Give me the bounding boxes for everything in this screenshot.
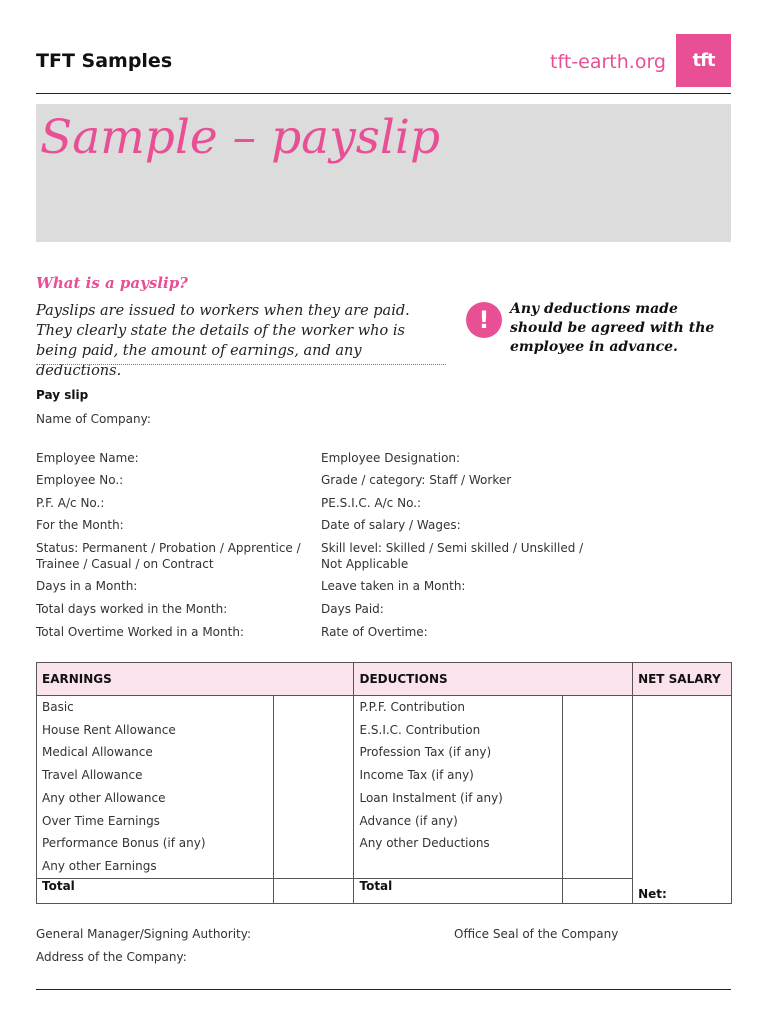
earnings-total-cell xyxy=(273,878,354,903)
deductions-item: Loan Instalment (if any) xyxy=(359,790,503,805)
earnings-item: Any other Allowance xyxy=(42,790,166,805)
intro-text: Payslips are issued to workers when they are paid. They clearly state the details of the worker who is being paid, the amount of earnings, and any deductions. xyxy=(36,303,410,379)
form-field-left: P.F. A/c No.: xyxy=(36,496,105,510)
bottom-divider xyxy=(36,989,731,990)
form-field-right: Employee Designation: xyxy=(321,451,461,465)
section-label: Pay slip xyxy=(36,388,89,402)
payslip-table xyxy=(36,662,732,904)
title-banner xyxy=(36,104,731,242)
deductions-item: Advance (if any) xyxy=(359,813,458,828)
form-field-right: Leave taken in a Month: xyxy=(321,579,466,593)
deductions-item: Income Tax (if any) xyxy=(359,768,474,783)
net-salary-cell xyxy=(633,696,732,904)
earnings-item: Over Time Earnings xyxy=(42,813,160,828)
office-seal-field: Office Seal of the Company xyxy=(454,927,619,941)
earnings-header: EARNINGS xyxy=(37,663,354,696)
earnings-item: Travel Allowance xyxy=(42,768,143,783)
net-label: Net: xyxy=(638,886,667,901)
deductions-header: DEDUCTIONS xyxy=(354,663,633,696)
form-field-left: Employee Name: xyxy=(36,451,139,465)
header-title: TFT Samples xyxy=(36,50,173,72)
alert-text: Any deductions made should be agreed with the employee in advance. xyxy=(510,301,715,355)
earnings-item: House Rent Allowance xyxy=(42,722,176,737)
form-field-right: Rate of Overtime: xyxy=(321,625,428,639)
company-address-field: Address of the Company: xyxy=(36,950,187,964)
top-divider xyxy=(36,93,731,94)
form-field-right: Grade / category: Staff / Worker xyxy=(321,473,512,487)
deductions-amount-cell xyxy=(563,696,633,879)
form-field-left: Total Overtime Worked in a Month: xyxy=(36,625,244,639)
form-field-left: Total days worked in the Month: xyxy=(36,602,228,616)
form-field-right: Date of salary / Wages: xyxy=(321,518,461,532)
deductions-item: Any other Deductions xyxy=(359,836,490,851)
table-total-row xyxy=(37,878,732,903)
company-name-field: Name of Company: xyxy=(36,412,151,426)
intro-divider xyxy=(36,364,446,365)
form-field-right: PE.S.I.C. A/c No.: xyxy=(321,496,422,510)
earnings-item: Basic xyxy=(42,700,74,714)
deductions-list xyxy=(354,696,563,879)
page-title: Sample – payslip xyxy=(40,110,441,165)
deductions-item: Profession Tax (if any) xyxy=(359,745,492,760)
earnings-total-label: Total xyxy=(37,878,274,903)
form-field-right: Days Paid: xyxy=(321,602,384,616)
form-field-left: Status: Permanent / Probation / Apprentice / Trainee / Casual / on Contract xyxy=(36,541,301,571)
earnings-item: Any other Earnings xyxy=(42,858,157,873)
header-url-link[interactable]: tft-earth.org xyxy=(550,51,666,73)
exclamation-icon: ! xyxy=(466,302,502,338)
net-salary-header: NET SALARY xyxy=(633,663,732,696)
deductions-total-cell xyxy=(563,878,633,903)
earnings-item: Performance Bonus (if any) xyxy=(42,836,206,851)
form-field-left: Employee No.: xyxy=(36,473,124,487)
deductions-item: E.S.I.C. Contribution xyxy=(359,722,481,737)
tft-logo: tft xyxy=(676,34,731,87)
table-body-row xyxy=(37,696,732,879)
table-header-row xyxy=(37,663,732,696)
earnings-item: Medical Allowance xyxy=(42,745,153,760)
signing-authority-field: General Manager/Signing Authority: xyxy=(36,927,252,941)
intro-heading: What is a payslip? xyxy=(36,274,188,292)
form-field-left: Days in a Month: xyxy=(36,579,138,593)
deductions-total-label: Total xyxy=(354,878,563,903)
earnings-amount-cell xyxy=(273,696,354,879)
form-field-right: Skill level: Skilled / Semi skilled / Unskilled / Not Applicable xyxy=(321,541,584,571)
form-field-left: For the Month: xyxy=(36,518,124,532)
deductions-item: P.P.F. Contribution xyxy=(359,700,465,714)
earnings-list xyxy=(37,696,274,879)
